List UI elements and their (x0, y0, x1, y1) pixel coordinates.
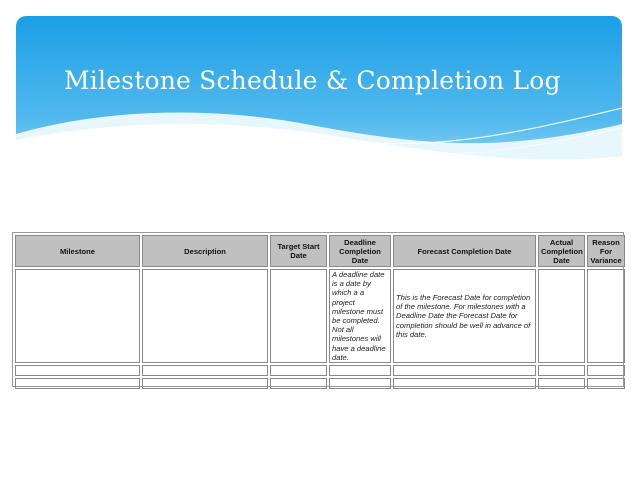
cell-empty[interactable] (142, 365, 268, 376)
milestone-table (12, 232, 624, 387)
slide-title: Milestone Schedule & Completion Log (64, 66, 561, 95)
banner-wave-graphic (16, 16, 622, 188)
table-row (15, 378, 625, 389)
header-description: Description (142, 235, 268, 267)
cell-empty[interactable] (15, 378, 140, 389)
cell-deadline-note[interactable]: A deadline date is a date by which a a project milestone must be completed. Not all milestones will have a deadline date. (329, 269, 391, 363)
cell-empty[interactable] (538, 378, 585, 389)
header-milestone: Milestone (15, 235, 140, 267)
cell-empty[interactable] (587, 365, 625, 376)
cell-empty[interactable] (393, 365, 536, 376)
table-header-row (15, 235, 625, 267)
cell-target-start[interactable] (270, 269, 327, 363)
header-forecast-completion-date: Forecast Completion Date (393, 235, 536, 267)
table-row (15, 269, 625, 363)
header-reason-for-variance: Reason For Variance (587, 235, 625, 267)
cell-description[interactable] (142, 269, 268, 363)
cell-milestone[interactable] (15, 269, 140, 363)
cell-empty[interactable] (329, 365, 391, 376)
header-target-start-date: Target Start Date (270, 235, 327, 267)
cell-empty[interactable] (393, 378, 536, 389)
cell-empty[interactable] (587, 378, 625, 389)
cell-empty[interactable] (538, 365, 585, 376)
cell-empty[interactable] (270, 365, 327, 376)
cell-reason[interactable] (587, 269, 625, 363)
cell-forecast-note[interactable]: This is the Forecast Date for completion of the milestone. For milestones with a Deadline Date the Forecast Date for completion should be well in advance of this date. (393, 269, 536, 363)
title-banner (16, 16, 622, 188)
cell-empty[interactable] (15, 365, 140, 376)
cell-empty[interactable] (329, 378, 391, 389)
table-row (15, 365, 625, 376)
cell-empty[interactable] (142, 378, 268, 389)
header-deadline-completion-date: Deadline Completion Date (329, 235, 391, 267)
cell-empty[interactable] (270, 378, 327, 389)
header-actual-completion-date: Actual Completion Date (538, 235, 585, 267)
cell-actual[interactable] (538, 269, 585, 363)
